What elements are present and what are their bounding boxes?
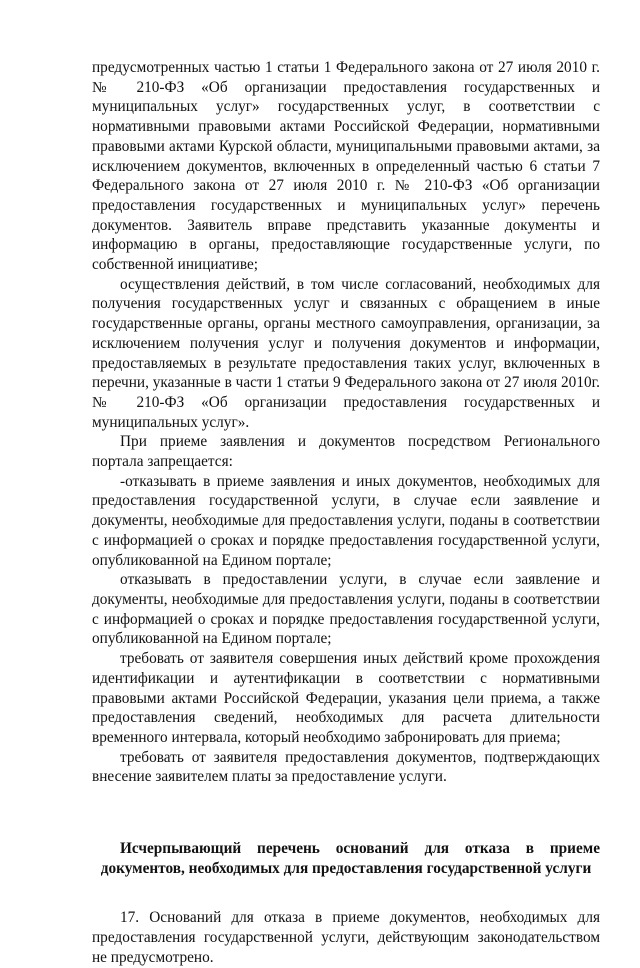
paragraph-actions: осуществления действий, в том числе согласований, необходимых для получения государственных услуг и связанных с обращением в иные государственные органы, органы местного самоуправления, организации, за исключением получения услуг и получения документов и информации, предоставляемых в результате предоставления таких услуг, включенных в перечни, указанные в части 1 статьи 9 Федерального закона от 27 июля 2010г. № 210-ФЗ «Об организации предоставления государственных и муниципальных услуг». bbox=[92, 275, 600, 431]
paragraph-payment-documents: требовать от заявителя предоставления документов, подтверждающих внесение заявителем платы за предоставление услуги. bbox=[92, 748, 600, 786]
paragraph-continuation: предусмотренных частью 1 статьи 1 Федерального закона от 27 июля 2010 г. № 210-ФЗ «Об организации предоставления государственных и муниципальных услуг» государственных услуг, в соответствии с нормативными правовыми актами Российской Федерации, нормативными правовыми актами Курской области, муниципальными правовыми актами, за исключением документов, включенных в определенный частью 6 статьи 7 Федерального закона от 27 июля 2010 г. № 210-ФЗ «Об организации предоставления государственных и муниципальных услуг» перечень документов. Заявитель вправе представить указанные документы и информацию в органы, предоставляющие государственные услуги, по собственной инициативе; bbox=[92, 59, 600, 274]
paragraph-refuse-service: отказывать в предоставлении услуги, в случае если заявление и документы, необходимые для предоставления услуги, поданы в соответствии с информацией о сроках и порядке предоставления государственной услуги, опубликованной на Едином портале; bbox=[92, 571, 600, 648]
clause-17: 17. Оснований для отказа в приеме документов, необходимых для предоставления государственной услуги, действующим законодательством не предусмотрено. bbox=[92, 909, 600, 966]
section-heading: Исчерпывающий перечень оснований для отказа в приеме документов, необходимых для предоставления государственной услуги bbox=[100, 840, 600, 877]
paragraph-refuse-acceptance: -отказывать в приеме заявления и иных документов, необходимых для предоставления государственной услуги, в случае если заявление и документы, необходимые для предоставления услуги, поданы в соответствии с информацией о сроках и порядке предоставления государственной услуги, опубликованной на Едином портале; bbox=[92, 472, 600, 569]
paragraph-extra-actions: требовать от заявителя совершения иных действий кроме прохождения идентификации и аутентификации в соответствии с нормативными правовыми актами Российской Федерации, указания цели приема, а также предоставления сведений, необходимых для расчета длительности временного интервала, который необходимо забронировать для приема; bbox=[92, 650, 600, 746]
paragraph-portal-prohibitions: При приеме заявления и документов посредством Регионального портала запрещается: bbox=[92, 433, 600, 471]
